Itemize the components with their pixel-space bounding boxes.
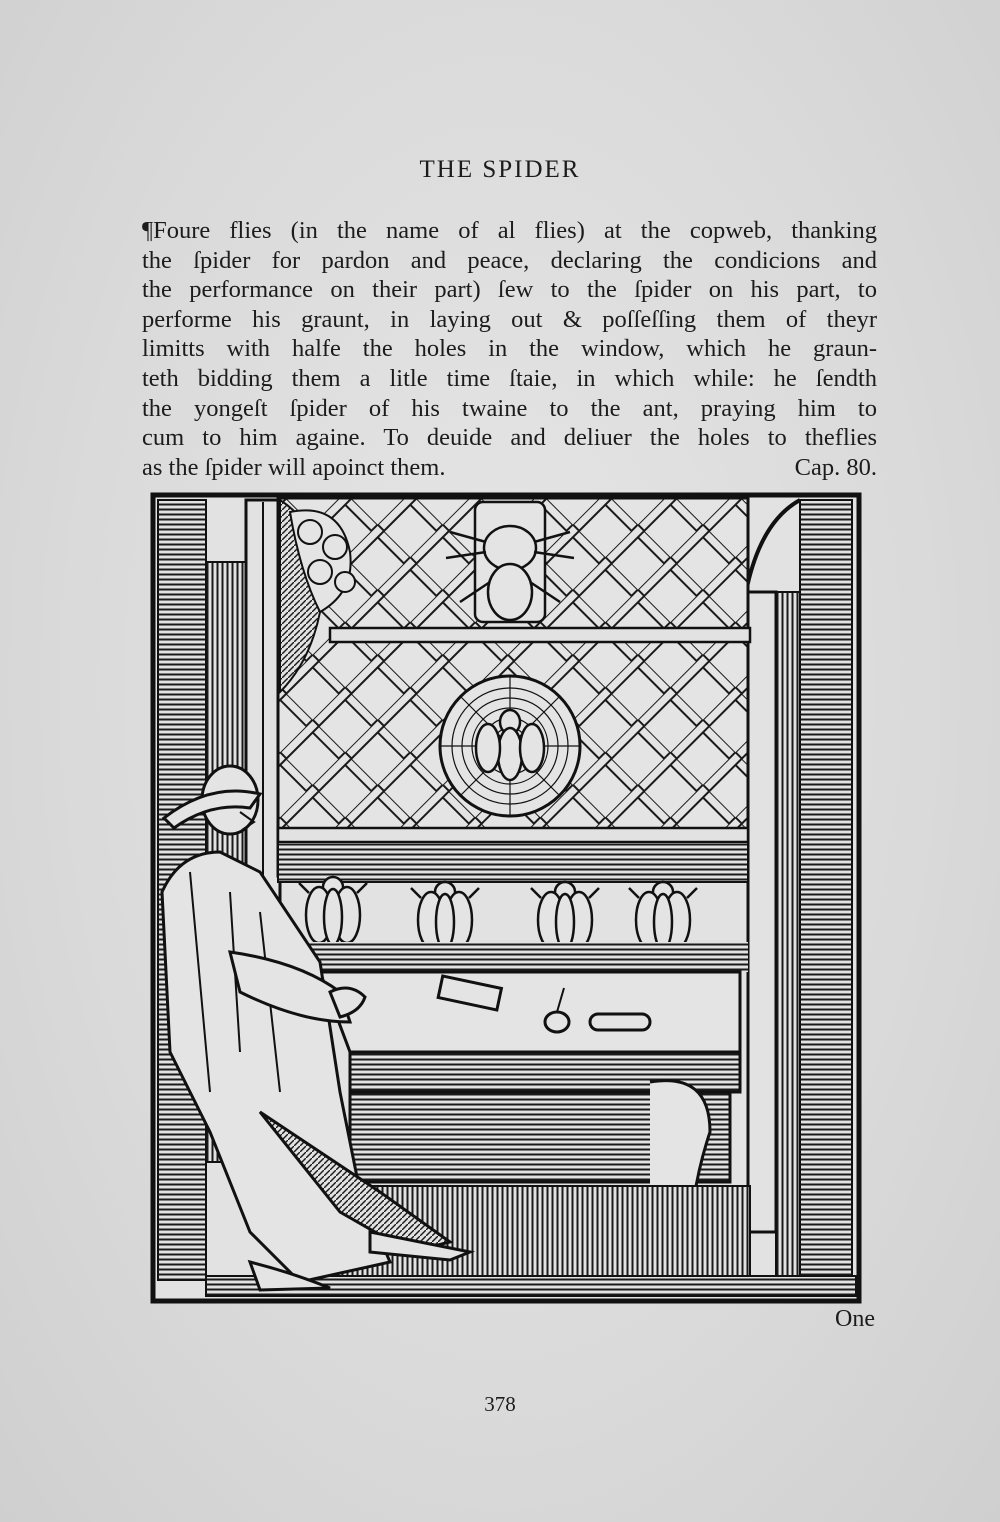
text-line: the ſpider for pardon and peace, declaring the condicions and: [142, 246, 877, 274]
page-number: 378: [484, 1392, 516, 1416]
web-with-fly: [440, 676, 580, 816]
text-line: ¶Foure flies (in the name of al flies) at the copweb, thanking: [142, 217, 877, 244]
text-line: the yongeſt ſpider of his twaine to the ant, praying him to: [142, 394, 877, 422]
running-head: THE SPIDER: [419, 156, 581, 183]
text-line: teth bidding them a litle time ſtaie, in which while: he ſendth: [142, 364, 877, 392]
text-line: as the ſpider will apoinct them.: [142, 453, 446, 481]
chapter-summary: [142, 216, 877, 482]
text-line: cum to him againe. To deuide and deliuer the holes to theflies: [142, 424, 877, 452]
woodcut-illustration: [150, 492, 862, 1304]
catchword: One: [835, 1306, 875, 1332]
text-line: the performance on their part) ſew to the ſpider on his part, to: [142, 276, 877, 304]
chapter-reference: Cap. 80.: [794, 453, 877, 481]
text-line: performe his graunt, in laying out & poſſeſſing them of theyr: [142, 305, 877, 333]
text-line-last: [142, 453, 877, 483]
text-line: limitts with halfe the holes in the window, which he graun-: [142, 335, 877, 363]
